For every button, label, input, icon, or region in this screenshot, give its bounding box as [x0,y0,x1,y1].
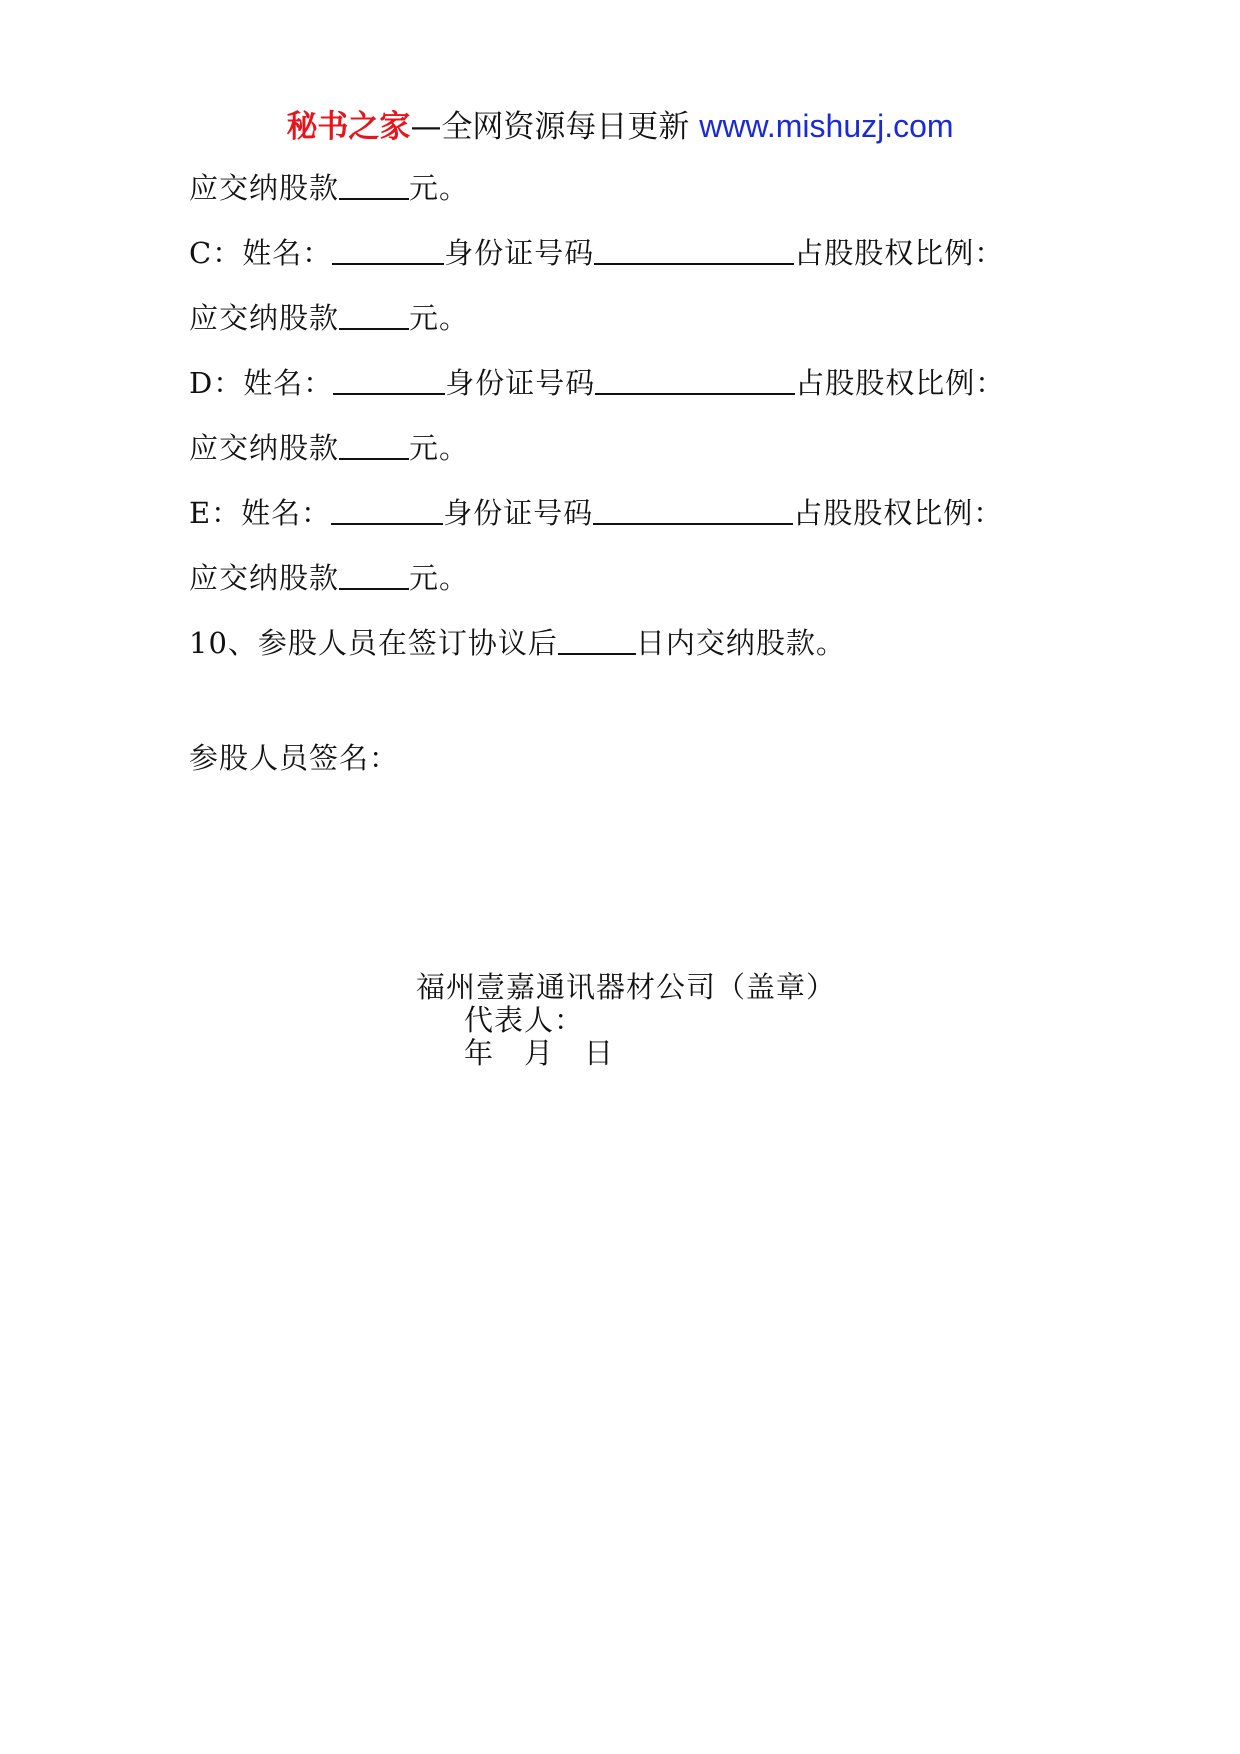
site-url-link[interactable]: www.mishuzj.com [699,108,954,144]
signature-section [189,738,399,778]
id-number-blank[interactable] [594,233,794,265]
payment-unit: 元。 [409,301,470,335]
payment-amount-blank[interactable] [339,168,409,200]
id-label: 身份证号码 [444,236,595,270]
id-number-blank[interactable] [593,493,793,525]
ratio-label: 占股股权比例： [794,236,1005,270]
id-label: 身份证号码 [443,496,594,530]
name-label: 姓名： [241,496,332,530]
signature-label: 参股人员签名： [189,741,400,775]
clause-10-text: 10、参股人员在签订协议后 [189,626,558,660]
id-label: 身份证号码 [445,366,596,400]
payment-amount-blank[interactable] [339,298,409,330]
date-line [464,1037,614,1070]
shareholder-c-line [189,233,1004,273]
payment-unit: 元。 [409,171,470,205]
representative-line [464,1004,584,1037]
ratio-label: 占股股权比例： [795,366,1006,400]
payment-label: 应交纳股款 [189,431,340,465]
clause-10 [189,623,846,663]
name-blank[interactable] [331,493,443,525]
header-tagline: —全网资源每日更新 [410,109,690,145]
shareholder-d-line [189,363,1005,403]
brand-name: 秘书之家 [286,109,411,145]
company-name: 福州壹嘉通讯器材公司（盖章） [416,970,837,1004]
company-stamp-line [416,971,836,1004]
representative-label: 代表人： [464,1003,585,1037]
shareholder-letter: D： [189,366,244,400]
name-label: 姓名： [243,366,334,400]
payment-label: 应交纳股款 [189,171,340,205]
payment-line [189,428,469,468]
payment-line [189,558,469,598]
payment-unit: 元。 [409,431,470,465]
payment-label: 应交纳股款 [189,561,340,595]
payment-amount-blank[interactable] [339,428,409,460]
payment-label: 应交纳股款 [189,301,340,335]
payment-line [189,168,469,208]
name-blank[interactable] [333,363,445,395]
name-label: 姓名： [242,236,333,270]
shareholder-letter: C： [189,236,243,270]
id-number-blank[interactable] [595,363,795,395]
payment-days-blank[interactable] [558,623,636,655]
site-header [0,104,1240,149]
ratio-label: 占股股权比例： [793,496,1004,530]
shareholder-e-line [189,493,1003,533]
clause-10-suffix: 日内交纳股款。 [635,626,846,660]
payment-unit: 元。 [409,561,470,595]
name-blank[interactable] [332,233,444,265]
payment-amount-blank[interactable] [339,558,409,590]
date-label: 年 月 日 [464,1036,615,1070]
shareholder-letter: E： [189,496,242,530]
payment-line [189,298,469,338]
